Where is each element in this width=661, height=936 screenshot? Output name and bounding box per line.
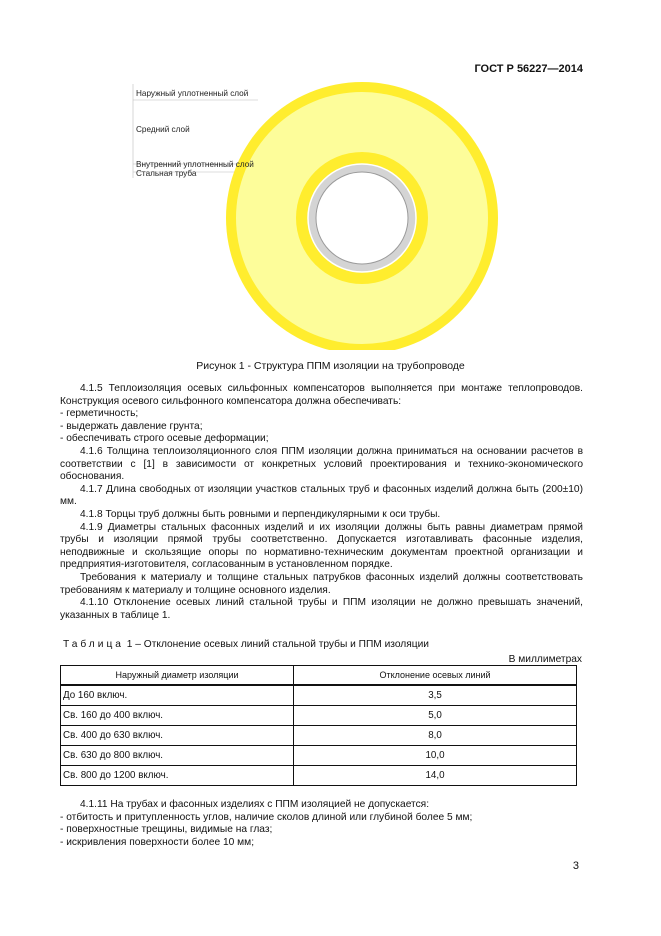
list-item: - выдержать давление грунта; <box>60 420 203 432</box>
paragraph-4-1-11: 4.1.11 На трубах и фасонных изделиях с ППМ изоляцией не допускается: <box>80 799 430 810</box>
page-number: 3 <box>572 860 579 872</box>
table-row <box>61 746 577 766</box>
table-cell-deviation: 3,5 <box>294 685 577 706</box>
label-steel-pipe: Стальная труба <box>136 169 197 178</box>
table-cell-diameter: До 160 включ. <box>61 685 294 706</box>
paragraph-4-1-9-b: Требования к материалу и толщине стальных патрубков фасонных изделий должны соответствовать требованиям к материалу и толщине основного изделия. <box>60 571 583 596</box>
pipe-insulation-figure <box>0 0 661 350</box>
deviation-table <box>60 665 577 786</box>
table-cell-deviation: 10,0 <box>294 746 577 766</box>
table-header-deviation: Отклонение осевых линий <box>294 666 577 686</box>
table-header-diameter: Наружный диаметр изоляции <box>61 666 294 686</box>
table-unit: В миллиметрах <box>508 654 582 665</box>
table-cell-diameter: Св. 800 до 1200 включ. <box>61 766 294 786</box>
table-cell-deviation: 14,0 <box>294 766 577 786</box>
table-caption-label: Таблица <box>63 639 124 650</box>
paragraph-4-1-7: 4.1.7 Длина свободных от изоляции участков стальных труб и фасонных изделий должна быть (200±10) мм. <box>60 483 583 508</box>
table-row <box>61 685 577 706</box>
list-item: - герметичность; <box>60 408 139 420</box>
table-cell-diameter: Св. 160 до 400 включ. <box>61 706 294 726</box>
list-item: - поверхностные трещины, видимые на глаз; <box>60 824 273 836</box>
list-item: - отбитость и притупленность углов, наличие сколов длиной или глубиной более 5 мм; <box>60 811 473 823</box>
paragraph-4-1-6: 4.1.6 Толщина теплоизоляционного слоя ППМ изоляции должна приниматься на основании расчетов в соответствии с [1] в зависимости от конкретных условий проектирования и технико-экономического обоснования. <box>60 445 583 483</box>
figure-caption: Рисунок 1 - Структура ППМ изоляции на трубопроводе <box>196 360 465 372</box>
label-inner-layer: Внутренний уплотненный слой <box>136 160 254 169</box>
paragraph-4-1-5: 4.1.5 Теплоизоляция осевых сильфонных компенсаторов выполняется при монтаже теплопроводов. Конструкция осевого сильфонного компенсатора должна обеспечивать: <box>60 383 583 407</box>
pipe-bore <box>316 172 408 264</box>
table-header-row <box>61 666 577 686</box>
table-caption <box>63 639 429 650</box>
list-item: - обеспечивать строго осевые деформации; <box>60 433 269 445</box>
table-cell-deviation: 8,0 <box>294 726 577 746</box>
table-row <box>61 706 577 726</box>
table-cell-deviation: 5,0 <box>294 706 577 726</box>
paragraph-4-1-8: 4.1.8 Торцы труб должны быть ровными и перпендикулярными к оси трубы. <box>80 508 441 520</box>
paragraph-4-1-9: 4.1.9 Диаметры стальных фасонных изделий и их изоляции должны быть равны диаметрам прямой трубы и изоляции прямой трубы соответственно. Допускается изготавливать фасонные изделия, неподвижные и скользящие опоры по нормативно-техническим документам проектной организации и предприятия-изготовителя, согласованным в установленном порядке. <box>60 521 583 571</box>
table-cell-diameter: Св. 400 до 630 включ. <box>61 726 294 746</box>
label-outer-layer: Наружный уплотненный слой <box>136 89 249 98</box>
text-after-table <box>60 799 583 849</box>
document-code: ГОСТ Р 56227—2014 <box>474 63 583 75</box>
list-item: - искривления поверхности более 10 мм; <box>60 836 255 848</box>
main-text <box>60 383 583 622</box>
table-cell-diameter: Св. 630 до 800 включ. <box>61 746 294 766</box>
paragraph-4-1-10: 4.1.10 Отклонение осевых линий стальной трубы и ППМ изоляции не должно превышать значений, указанных в таблице 1. <box>60 597 583 621</box>
table-row <box>61 726 577 746</box>
label-middle-layer: Средний слой <box>136 125 190 134</box>
table-row <box>61 766 577 786</box>
table-caption-text: 1 – Отклонение осевых линий стальной трубы и ППМ изоляции <box>126 639 429 650</box>
